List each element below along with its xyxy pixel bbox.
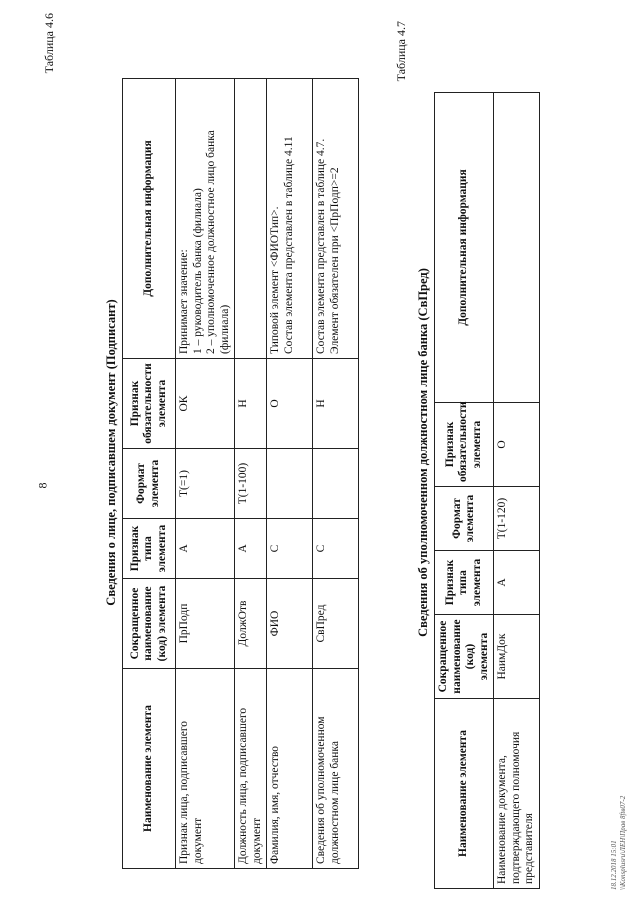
column-header-required-flag: Признак обязательности элемента: [435, 403, 494, 487]
cell-element-name: Признак лица, подписавшего документ: [176, 669, 235, 869]
cell-required-flag: Н: [235, 359, 267, 449]
cell-required-flag: ОК: [176, 359, 235, 449]
column-header-additional-info: Дополнительная информация: [123, 79, 176, 359]
cell-element-name: Фамилия, имя, отчество: [267, 669, 313, 869]
cell-type-flag: С: [267, 519, 313, 579]
print-stamp: [610, 796, 628, 890]
cell-additional-info: [494, 93, 540, 403]
table-4-7-header-row: [435, 93, 494, 889]
cell-additional-info: [235, 79, 267, 359]
cell-format: Т(=1): [176, 449, 235, 519]
table-row: [267, 79, 313, 869]
table-row: [176, 79, 235, 869]
table-4-6-header-row: [123, 79, 176, 869]
cell-additional-info: Принимает значение: 1 – руководитель банка (филиала) 2 – уполномоченное должностное лицо банка (филиала): [176, 79, 235, 359]
cell-short-code: НаимДок: [494, 615, 540, 699]
cell-type-flag: С: [313, 519, 359, 579]
column-header-short-code: Сокращенное наименование (код) элемента: [123, 579, 176, 669]
cell-required-flag: О: [494, 403, 540, 487]
column-header-required-flag: Признак обязательности элемента: [123, 359, 176, 449]
print-stamp-path: \\Konsplusru\ЛЕН\Прав 8ftв07-2: [619, 795, 628, 890]
table-4-7: [434, 92, 540, 889]
cell-element-name: Сведения об уполномоченном должностном лице банка: [313, 669, 359, 869]
table-4-7-title: Сведения об уполномоченном должностном лице банка (СвПред): [416, 268, 430, 637]
cell-format: Т(1-120): [494, 487, 540, 551]
table-4-6-label: Таблица 4.6: [42, 13, 56, 74]
page-number: 8: [35, 482, 50, 489]
table-row: [235, 79, 267, 869]
cell-format: Т(1-100): [235, 449, 267, 519]
table-4-7-label: Таблица 4.7: [394, 21, 408, 82]
column-header-element-name: Наименование элемента: [435, 699, 494, 889]
cell-type-flag: А: [176, 519, 235, 579]
cell-additional-info: Типовой элемент <ФИОТип>. Состав элемента представлен в таблице 4.11: [267, 79, 313, 359]
print-stamp-date: 18.12.2018 15:01: [610, 840, 618, 890]
table-row: [313, 79, 359, 869]
cell-element-name: Должность лица, подписавшего документ: [235, 669, 267, 869]
cell-short-code: ФИО: [267, 579, 313, 669]
table-4-6-title: Сведения о лице, подписавшем документ (Подписант): [104, 299, 118, 606]
cell-type-flag: А: [494, 551, 540, 615]
cell-short-code: ПрПодп: [176, 579, 235, 669]
cell-format: [267, 449, 313, 519]
column-header-additional-info: Дополнительная информация: [435, 93, 494, 403]
column-header-element-name: Наименование элемента: [123, 669, 176, 869]
cell-format: [313, 449, 359, 519]
cell-type-flag: А: [235, 519, 267, 579]
cell-element-name: Наименование документа, подтверждающего полномочия представителя: [494, 699, 540, 889]
cell-additional-info: Состав элемента представлен в таблице 4.7. Элемент обязателен при <ПрПодп>=2: [313, 79, 359, 359]
cell-short-code: ДолжОтв: [235, 579, 267, 669]
cell-short-code: СвПред: [313, 579, 359, 669]
column-header-format: Формат элемента: [123, 449, 176, 519]
column-header-type-flag: Признак типа элемента: [123, 519, 176, 579]
table-row: [494, 93, 540, 889]
column-header-type-flag: Признак типа элемента: [435, 551, 494, 615]
column-header-format: Формат элемента: [435, 487, 494, 551]
cell-required-flag: Н: [313, 359, 359, 449]
table-4-6: [122, 78, 359, 869]
cell-required-flag: О: [267, 359, 313, 449]
column-header-short-code: Сокращенное наименование (код) элемента: [435, 615, 494, 699]
